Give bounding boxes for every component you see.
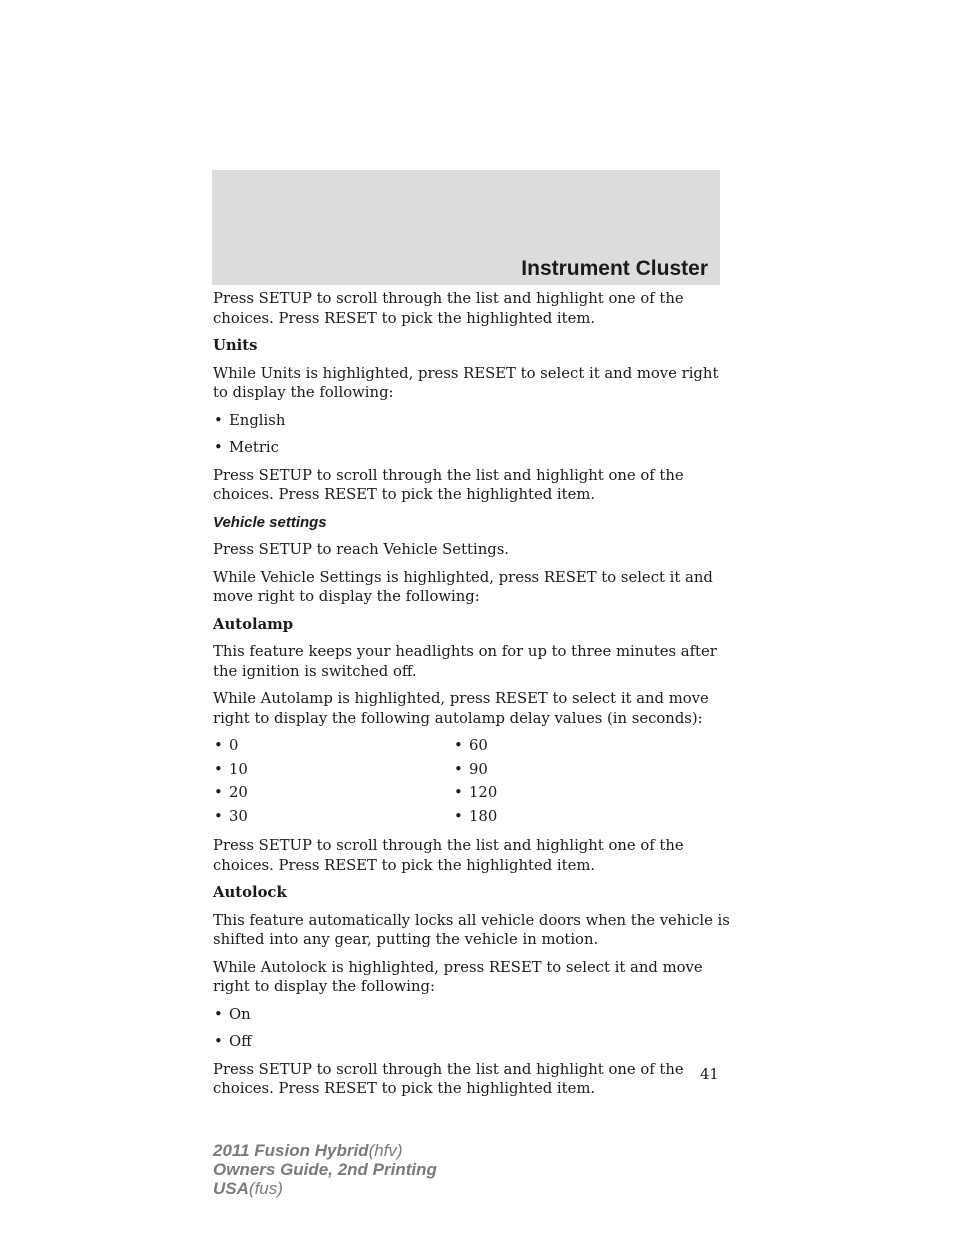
autolamp-heading: Autolamp xyxy=(213,615,294,633)
list-item: • Metric xyxy=(213,438,733,458)
section-title: Instrument Cluster xyxy=(521,257,708,280)
autolock-options-list xyxy=(213,1005,733,1052)
footer-imprint xyxy=(213,1141,437,1198)
list-item: • English xyxy=(213,411,733,431)
paragraph: Press SETUP to scroll through the list and highlight one of the choices. Press RESET to pick the highlighted item. xyxy=(213,290,684,327)
paragraph: While Units is highlighted, press RESET to select it and move right to display the following: xyxy=(213,364,719,401)
footer-guide: Owners Guide, 2nd Printing xyxy=(213,1160,437,1179)
autolamp-values-right xyxy=(453,736,693,826)
units-heading: Units xyxy=(213,337,258,354)
paragraph: While Autolock is highlighted, press RESET to select it and move right to display the following: xyxy=(213,958,703,995)
paragraph: This feature keeps your headlights on for up to three minutes after the ignition is switched off. xyxy=(213,643,717,680)
list-item: • 20 xyxy=(213,783,453,803)
section-header-band xyxy=(212,170,720,285)
units-options-list xyxy=(213,411,733,458)
footer-market-code: (fus) xyxy=(248,1179,283,1198)
footer-market: USA xyxy=(213,1179,249,1198)
list-item: • 30 xyxy=(213,807,453,827)
vehicle-settings-heading: Vehicle settings xyxy=(213,513,327,531)
page-content xyxy=(213,289,733,1107)
page-number: 41 xyxy=(700,1066,719,1083)
paragraph: This feature automatically locks all vehicle doors when the vehicle is shifted into any gear, putting the vehicle in motion. xyxy=(213,911,730,948)
paragraph: Press SETUP to scroll through the list and highlight one of the choices. Press RESET to pick the highlighted item. xyxy=(213,837,684,874)
footer-model-code: (hfv) xyxy=(368,1141,403,1160)
list-item: • 10 xyxy=(213,760,453,780)
paragraph: Press SETUP to scroll through the list and highlight one of the choices. Press RESET to pick the highlighted item. xyxy=(213,466,684,503)
paragraph: Press SETUP to scroll through the list and highlight one of the choices. Press RESET to pick the highlighted item. xyxy=(213,1060,684,1097)
autolamp-values-left xyxy=(213,736,453,826)
list-item: • On xyxy=(213,1005,733,1025)
autolamp-values xyxy=(213,736,733,830)
footer-model: 2011 Fusion Hybrid xyxy=(213,1141,369,1160)
list-item: • 180 xyxy=(453,807,693,827)
autolock-heading: Autolock xyxy=(213,884,287,901)
list-item: • 120 xyxy=(453,783,693,803)
list-item: • 0 xyxy=(213,736,453,756)
paragraph: While Vehicle Settings is highlighted, press RESET to select it and move right to display the following: xyxy=(213,568,713,605)
list-item: • Off xyxy=(213,1032,733,1052)
paragraph: While Autolamp is highlighted, press RESET to select it and move right to display the following autolamp delay values (in seconds): xyxy=(213,690,709,727)
paragraph: Press SETUP to reach Vehicle Settings. xyxy=(213,541,509,558)
list-item: • 90 xyxy=(453,760,693,780)
list-item: • 60 xyxy=(453,736,693,756)
